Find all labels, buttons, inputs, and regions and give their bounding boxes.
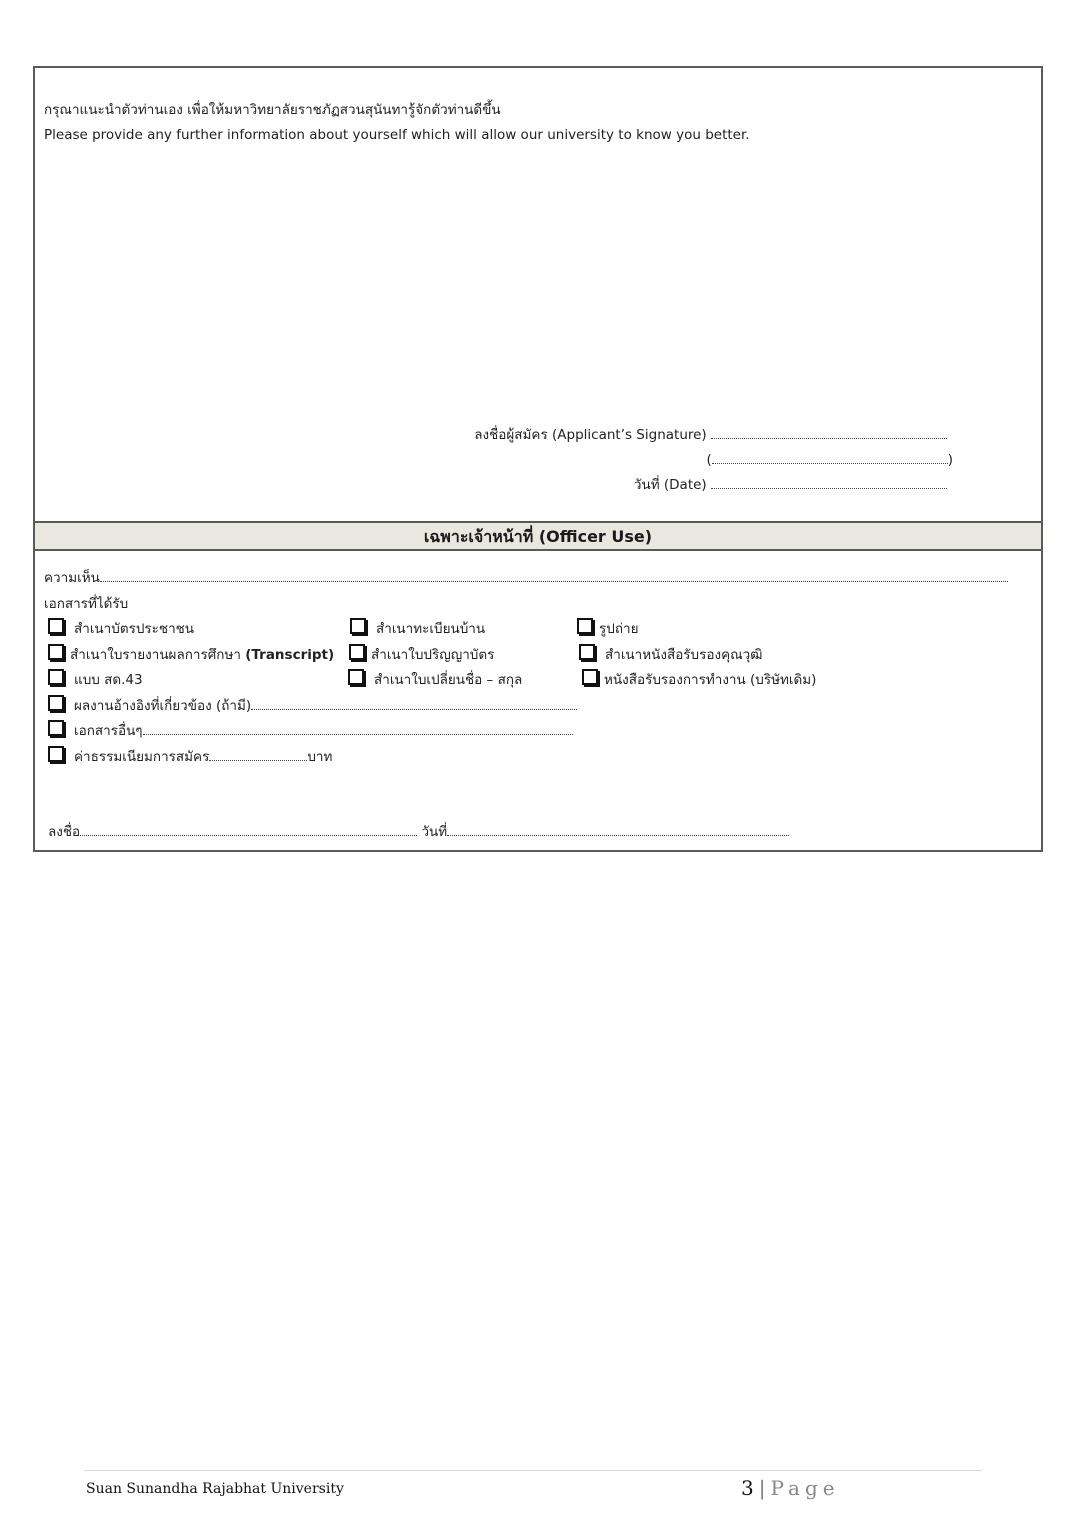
documents-received-label: เอกสารที่ได้รับ [44, 595, 129, 612]
intro-thai: กรุณาแนะนำตัวท่านเอง เพื่อให้มหาวิทยาลัยราชภัฏสวนสุนันทารู้จักตัวท่านดีขึ้น [44, 102, 501, 118]
paren-open: ( [706, 452, 712, 468]
label-military-form: แบบ สด.43 [74, 672, 143, 688]
label-house-registration: สำเนาทะเบียนบ้าน [376, 621, 486, 637]
portfolio-field[interactable] [251, 695, 577, 710]
officer-sign-label: ลงชื่อ [48, 824, 81, 840]
officer-use-header: เฉพาะเจ้าหน้าที่ (Officer Use) [35, 521, 1041, 551]
applicant-name-field[interactable] [712, 449, 948, 464]
label-name-change: สำเนาใบเปลี่ยนชื่อ – สกุล [374, 672, 523, 688]
checkbox-photo[interactable] [577, 618, 593, 634]
checkbox-id-card[interactable] [48, 618, 64, 634]
checkbox-name-change[interactable] [348, 669, 364, 685]
footer-page-indicator [741, 1476, 840, 1500]
label-portfolio: ผลงานอ้างอิงที่เกี่ยวข้อง (ถ้ามี) [74, 697, 252, 714]
fee-amount-field[interactable] [209, 746, 307, 761]
officer-sign-field[interactable] [80, 821, 417, 836]
applicant-signature-label: ลงชื่อผู้สมัคร (Applicant’s Signature) [474, 427, 707, 443]
fee-unit: บาท [307, 748, 333, 765]
applicant-date-field[interactable] [711, 474, 947, 489]
checkbox-house-registration[interactable] [350, 618, 366, 634]
intro-section [44, 98, 750, 148]
checkbox-degree-certificate[interactable] [349, 644, 365, 660]
other-documents-field[interactable] [143, 720, 573, 735]
label-photo: รูปถ่าย [599, 621, 639, 637]
label-transcript: สำเนาใบรายงานผลการศึกษา [70, 646, 241, 663]
checkbox-transcript[interactable] [48, 644, 64, 660]
checkbox-other-documents[interactable] [48, 720, 64, 736]
officer-date-field[interactable] [447, 821, 789, 836]
checkbox-employment-certificate[interactable] [582, 669, 598, 685]
label-degree-certificate: สำเนาใบปริญญาบัตร [371, 646, 495, 663]
comment-label: ความเห็น [44, 570, 100, 586]
label-qualification-certificate: สำเนาหนังสือรับรองคุณวุฒิ [605, 646, 763, 663]
officer-date-label: วันที่ [421, 824, 448, 840]
label-other-documents: เอกสารอื่นๆ [74, 723, 143, 739]
checkbox-qualification-certificate[interactable] [579, 644, 595, 660]
label-id-card: สำเนาบัตรประชาชน [74, 621, 195, 637]
label-transcript-en: (Transcript) [245, 646, 335, 663]
officer-use-section [44, 566, 1009, 770]
applicant-signature-block [474, 423, 953, 498]
footer-university: Suan Sunandha Rajabhat University [86, 1481, 344, 1497]
comment-field[interactable] [100, 567, 1008, 582]
label-application-fee: ค่าธรรมเนียมการสมัคร [74, 748, 210, 765]
page-separator: | [758, 1476, 767, 1500]
application-form-frame [33, 66, 1043, 852]
checkbox-application-fee[interactable] [48, 746, 64, 762]
checkbox-portfolio[interactable] [48, 695, 64, 711]
label-employment-certificate: หนังสือรับรองการทำงาน (บริษัทเดิม) [604, 672, 817, 688]
applicant-signature-field[interactable] [711, 424, 947, 439]
page-number: 3 [741, 1476, 755, 1500]
intro-english: Please provide any further information about yourself which will allow our university to know you better. [44, 127, 750, 143]
paren-close: ) [947, 452, 953, 468]
applicant-date-label: วันที่ (Date) [633, 477, 707, 493]
checkbox-military-form[interactable] [48, 669, 64, 685]
officer-signature-line [48, 820, 789, 842]
page-word: Page [770, 1476, 840, 1500]
footer-divider [84, 1470, 982, 1471]
